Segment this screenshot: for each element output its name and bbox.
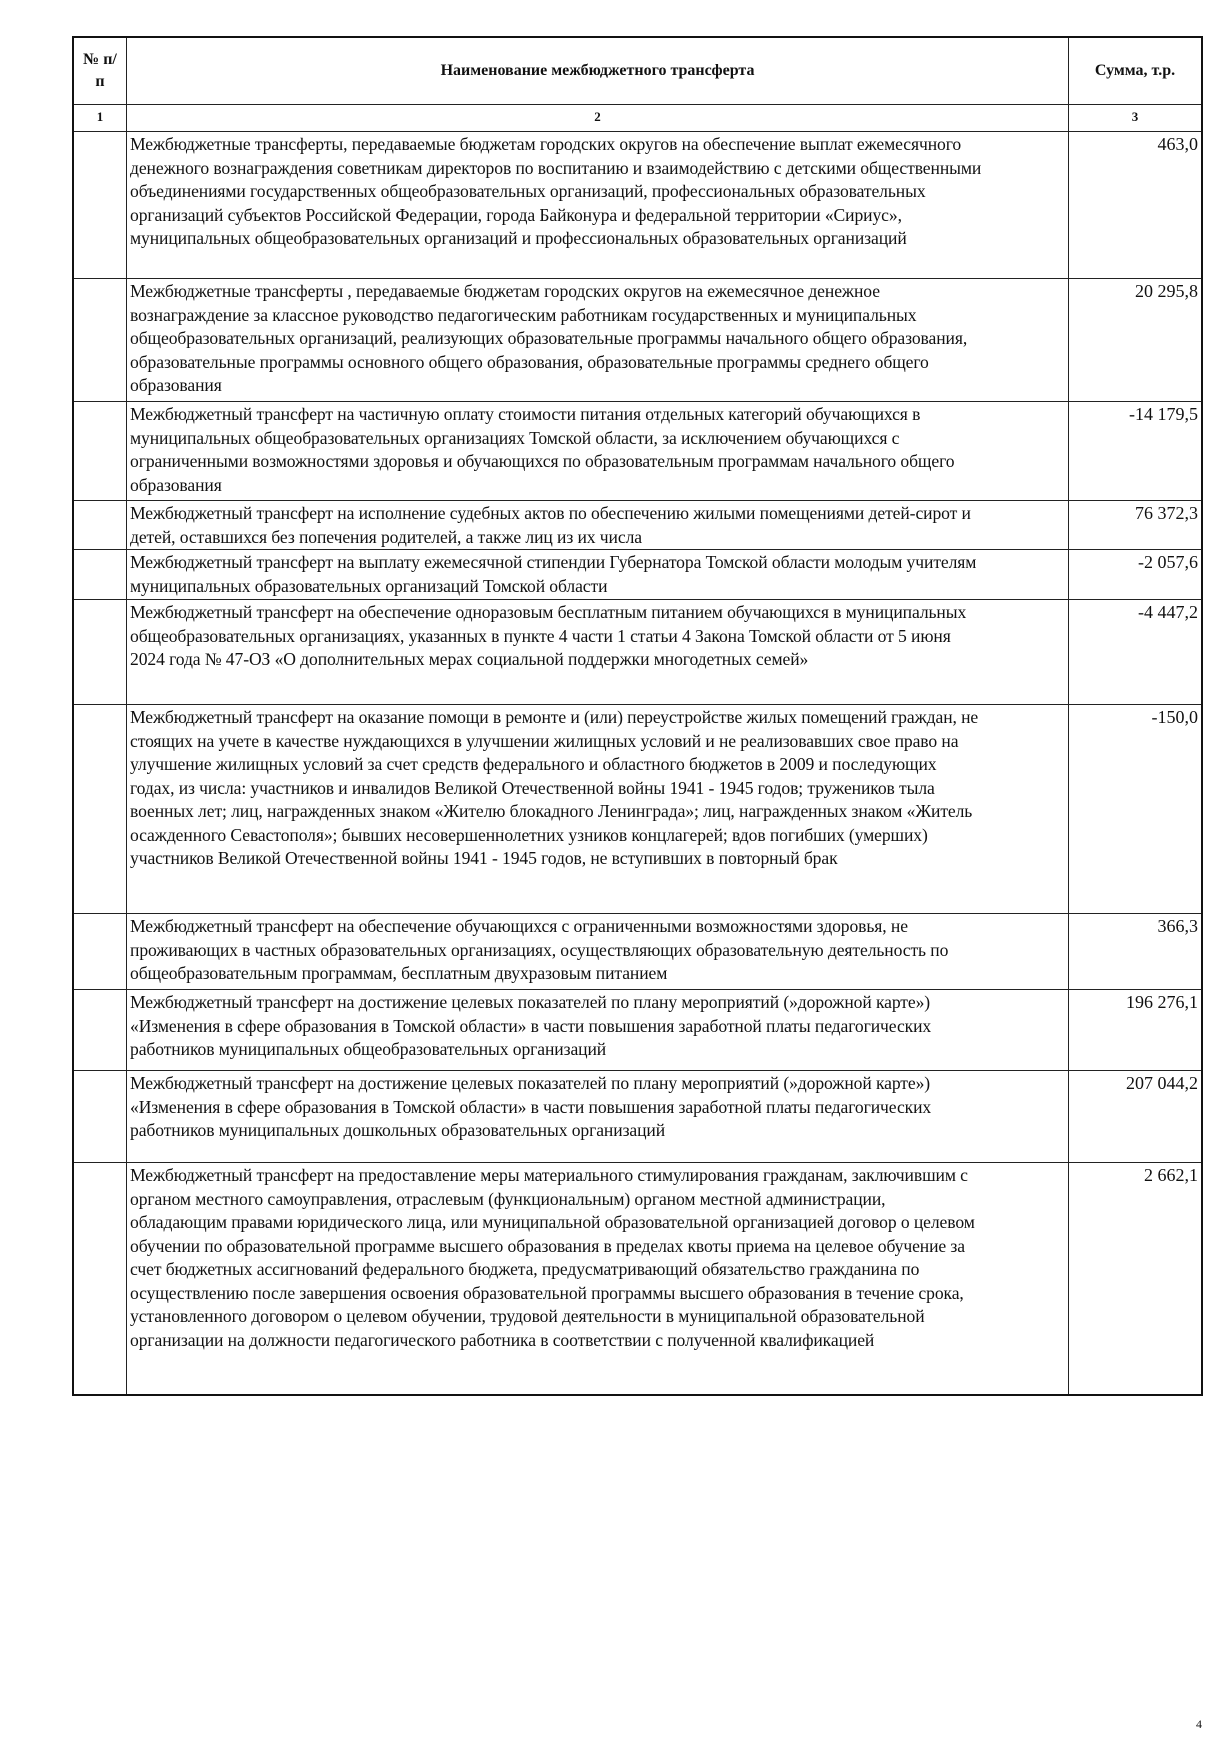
transfer-sum-cell: 20 295,8 [1135, 281, 1198, 301]
transfer-name-cell [127, 279, 1069, 401]
header-name: Наименование межбюджетного трансферта [127, 38, 1069, 104]
transfer-name-line: работников муниципальных общеобразовательных организаций [130, 1039, 607, 1059]
transfer-name-line: органом местного самоуправления, отраслевым (функциональным) органом местной администрации, [130, 1188, 886, 1209]
table-row [74, 1162, 1201, 1394]
transfer-sum-cell: 463,0 [1157, 134, 1198, 154]
transfers-table [72, 36, 1203, 1396]
row-number-cell [74, 501, 127, 549]
page-number: 4 [1196, 1717, 1202, 1731]
transfer-name-line: муниципальных общеобразовательных организациях Томской области, за исключением обучающихся с [130, 427, 900, 448]
transfer-name-line: установленного договором о целевом обучении, трудовой деятельности в муниципальной образовательной [130, 1306, 925, 1326]
row-number-cell [74, 990, 127, 1070]
row-number-cell [74, 705, 127, 913]
transfer-name-line: детей, оставшихся без попечения родителей, а также лиц из их числа [130, 526, 642, 547]
transfer-name-line: улучшение жилищных условий за счет средств федерального и областного бюджетов в 2009 и последующих [130, 754, 937, 774]
transfer-name-line: «Изменения в сфере образования в Томской области» в части повышения заработной платы педагогических [130, 1096, 932, 1117]
table-row [74, 989, 1201, 1070]
transfer-name-line: муниципальных общеобразовательных организаций и профессиональных образовательных организаций [130, 228, 907, 248]
transfer-name-line: образовательные программы основного общего образования, образовательные программы среднего общего [130, 351, 929, 372]
transfer-name-cell [127, 914, 1069, 989]
transfer-name-line: образования [130, 474, 222, 495]
table-row [74, 278, 1201, 401]
transfer-name-line: организаций субъектов Российской Федерации, города Байконура и федеральной территории «Сириус», [130, 204, 902, 225]
row-number-cell [74, 1163, 127, 1394]
table-row [74, 500, 1201, 549]
transfer-name-line: образования [130, 375, 222, 395]
transfer-name-cell [127, 132, 1069, 278]
transfer-sum-cell: -2 057,6 [1138, 552, 1198, 572]
transfer-name-cell [127, 1071, 1069, 1162]
transfer-name-line: осуществлению после завершения освоения образовательной программы высшего образования в течение срока, [130, 1282, 964, 1303]
transfer-name-line: стоящих на учете в качестве нуждающихся в улучшении жилищных условий и не реализовавших свое право на [130, 730, 959, 751]
transfer-name-line: общеобразовательным программам, бесплатным двухразовым питанием [130, 963, 668, 983]
transfer-name-line: 2024 года № 47-ОЗ «О дополнительных мерах социальной поддержки многодетных семей» [130, 649, 809, 669]
transfer-name-cell [127, 600, 1069, 704]
column-number-1: 1 [74, 105, 127, 131]
transfer-name-line: годах, из числа: участников и инвалидов Великой Отечественной войны 1941 - 1945 годов; тружеников тыла [130, 777, 935, 798]
transfer-name-line: обучении по образовательной программе высшего образования в пределах квоты приема на целевое обучение за [130, 1235, 965, 1256]
column-number-3: 3 [1131, 109, 1139, 124]
transfer-name-line: проживающих в частных образовательных организациях, осуществляющих образовательную деятельность по [130, 939, 949, 960]
transfer-name-line: денежного вознаграждения советникам директоров по воспитанию и взаимодействию с детскими общественными [130, 157, 982, 178]
table-row [74, 549, 1201, 599]
table-row [74, 704, 1201, 913]
row-number-cell [74, 402, 127, 500]
transfer-name-line: муниципальных образовательных организаций Томской области [130, 575, 608, 596]
transfer-name-line: Межбюджетный трансферт на обеспечение обучающихся с ограниченными возможностями здоровья, не [130, 916, 908, 936]
transfer-name-line: общеобразовательных организаций, реализующих образовательные программы начального общего образования, [130, 328, 968, 348]
transfer-name-cell [127, 550, 1069, 599]
transfer-name-line: Межбюджетный трансферт на частичную оплату стоимости питания отдельных категорий обучающихся в [130, 404, 921, 424]
transfer-name-cell [127, 402, 1069, 500]
column-number-2: 2 [127, 105, 1069, 131]
row-number-cell [74, 1071, 127, 1162]
transfer-name-line: Межбюджетные трансферты, передаваемые бюджетам городских округов на обеспечение выплат ежемесячного [130, 134, 962, 154]
header-number: № п/п [74, 38, 127, 104]
transfer-sum-cell: 2 662,1 [1144, 1165, 1198, 1185]
transfer-name-line: Межбюджетный трансферт на достижение целевых показателей по плану мероприятий (»дорожной карте») [130, 992, 931, 1012]
transfer-name-cell [127, 705, 1069, 913]
transfer-name-cell [127, 990, 1069, 1070]
transfer-sum-cell: 207 044,2 [1126, 1073, 1198, 1093]
transfer-name-line: ограниченными возможностями здоровья и обучающихся по образовательным программам начального общего [130, 451, 955, 471]
transfer-name-cell [127, 501, 1069, 549]
transfer-name-line: общеобразовательных организациях, указанных в пункте 4 части 1 статьи 4 Закона Томской области от 5 июня [130, 625, 951, 646]
transfer-name-line: объединениями государственных общеобразовательных организаций, профессиональных образовательных [130, 181, 926, 201]
transfer-name-line: военных лет; лиц, награжденных знаком «Жителю блокадного Ленинграда»; лиц, награжденных знаком «Житель [130, 801, 973, 821]
column-number-row [74, 104, 1201, 131]
table-row [74, 913, 1201, 989]
transfer-sum-cell: -14 179,5 [1129, 404, 1198, 424]
transfer-name-line: «Изменения в сфере образования в Томской области» в части повышения заработной платы педагогических [130, 1015, 932, 1036]
transfer-name-cell [127, 1163, 1069, 1394]
transfer-name-line: обладающим правами юридического лица, или муниципальной образовательной организацией договор о целевом [130, 1212, 975, 1232]
table-row [74, 599, 1201, 704]
row-number-cell [74, 279, 127, 401]
transfer-name-line: Межбюджетный трансферт на исполнение судебных актов по обеспечению жилыми помещениями детей-сирот и [130, 503, 971, 523]
transfer-name-line: счет бюджетных ассигнований федерального бюджета, предусматривающий обязательство гражданина по [130, 1259, 920, 1279]
table-row [74, 401, 1201, 500]
row-number-cell [74, 550, 127, 599]
row-number-cell [74, 600, 127, 704]
transfer-sum-cell: 366,3 [1157, 916, 1198, 936]
transfer-name-line: работников муниципальных дошкольных образовательных организаций [130, 1120, 666, 1140]
transfer-name-line: организации на должности педагогического работника в соответствии с полученной квалификацией [130, 1329, 875, 1350]
transfer-name-line: участников Великой Отечественной войны 1941 - 1945 годов, не вступивших в повторный брак [130, 848, 838, 868]
transfer-name-line: Межбюджетный трансферт на оказание помощи в ремонте и (или) переустройстве жилых помещений граждан, не [130, 707, 979, 727]
transfer-sum-cell: -150,0 [1151, 707, 1198, 727]
transfer-name-line: Межбюджетный трансферт на выплату ежемесячной стипендии Губернатора Томской области молодым учителям [130, 552, 977, 572]
transfer-name-line: Межбюджетный трансферт на достижение целевых показателей по плану мероприятий (»дорожной карте») [130, 1073, 931, 1093]
row-number-cell [74, 914, 127, 989]
transfer-sum-cell: 76 372,3 [1135, 503, 1198, 523]
transfer-sum-cell: 196 276,1 [1126, 992, 1198, 1012]
table-row [74, 1070, 1201, 1162]
table-body [74, 131, 1201, 1394]
row-number-cell [74, 132, 127, 278]
header-sum: Сумма, т.р. [1094, 62, 1176, 80]
transfer-name-line: Межбюджетные трансферты , передаваемые бюджетам городских округов на ежемесячное денежное [130, 281, 880, 301]
table-header-row [74, 38, 1201, 104]
table-row [74, 131, 1201, 278]
transfer-name-line: осажденного Севастополя»; бывших несовершеннолетних узников концлагерей; вдов погибших (умерших) [130, 824, 928, 845]
transfer-name-line: Межбюджетный трансферт на обеспечение одноразовым бесплатным питанием обучающихся в муниципальных [130, 602, 967, 622]
transfer-name-line: вознаграждение за классное руководство педагогическим работникам государственных и муниципальных [130, 304, 917, 325]
transfer-sum-cell: -4 447,2 [1138, 602, 1198, 622]
transfer-name-line: Межбюджетный трансферт на предоставление меры материального стимулирования гражданам, заключившим с [130, 1165, 968, 1185]
